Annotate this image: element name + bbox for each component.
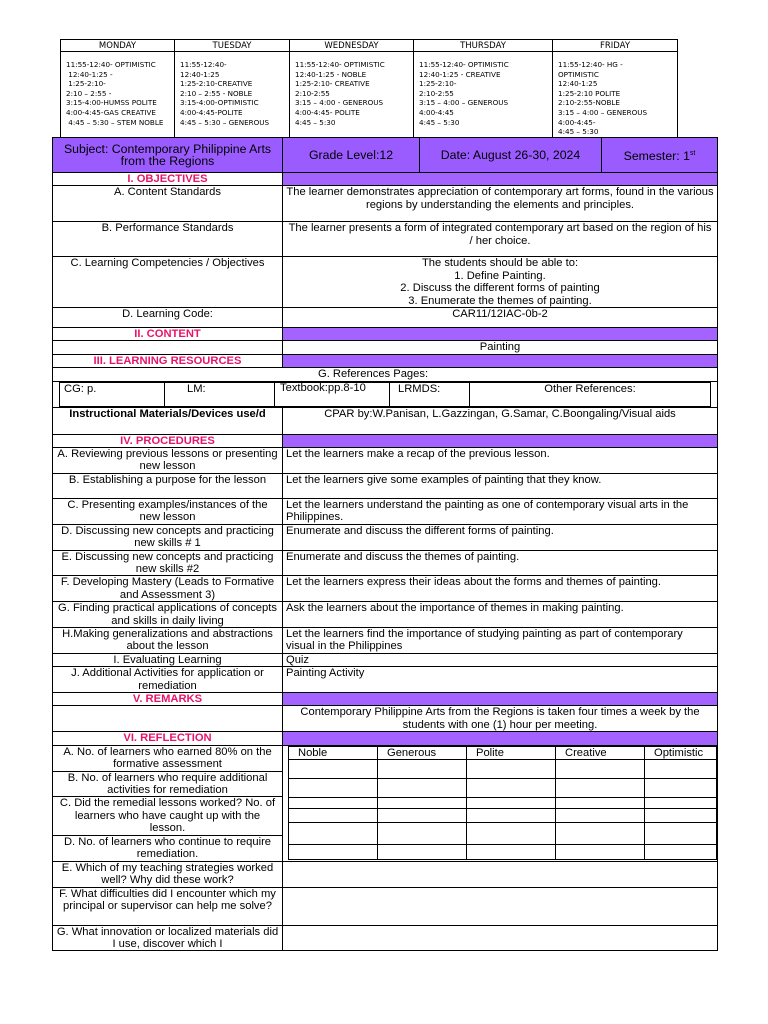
grid-cell <box>467 760 556 779</box>
lm-cell: LM: <box>165 382 275 406</box>
grid-cell <box>467 809 556 823</box>
reflection-bar <box>283 732 718 745</box>
reflection-label-c: C. Did the remedial lessons worked? No. of learners who have caught up with the lesson. <box>53 797 283 835</box>
schedule-tuesday: 11:55-12:40- 12:40-1:25 1:25-2:10-CREATIVE 2:10 – 2:55 - NOBLE 3:15-4:00-OPTIMISTIC 4:00-4:45-POLITE 4:45 – 5:30 – GENEROUS <box>175 52 290 138</box>
procedure-value-j: Painting Activity <box>283 667 718 693</box>
schedule-monday: 11:55-12:40- OPTIMISTIC 12:40-1:25 - 1:25-2:10- 2:10 – 2:55 - 3:15-4:00-HUMSS POLITE 4:00-4:45-GAS CREATIVE 4:45 – 5:30 – STEM NOBLE <box>61 52 175 138</box>
grid-cell <box>378 760 467 779</box>
instructional-materials-value: CPAR by:W.Panisan, L.Gazzingan, G.Samar, C.Boongaling/Visual aids <box>283 407 718 434</box>
learning-code-label: D. Learning Code: <box>53 308 283 328</box>
reflection-label-e: E. Which of my teaching strategies worked well? Why did these work? <box>53 861 283 887</box>
procedure-value-f: Let the learners express their ideas about the forms and themes of painting. <box>283 576 718 602</box>
content-bar <box>283 328 718 341</box>
section-optimistic: Optimistic <box>645 746 717 759</box>
grid-spacer <box>289 823 378 845</box>
grid-spacer <box>378 823 467 845</box>
reflection-sections-grid <box>288 746 717 860</box>
day-monday: MONDAY <box>61 40 175 52</box>
remarks-empty-label <box>53 706 283 732</box>
grid-cell <box>556 760 645 779</box>
reflection-value-e <box>283 861 718 887</box>
performance-standards-label: B. Performance Standards <box>53 222 283 257</box>
reflection-heading: VI. REFLECTION <box>53 732 283 745</box>
learning-competencies-value: The students should be able to: 1. Define Painting. 2. Discuss the different forms of painting 3. Enumerate the themes of painting. <box>283 257 718 308</box>
learning-resources-heading: III. LEARNING RESOURCES <box>53 354 283 367</box>
grid-cell <box>378 845 467 860</box>
class-schedule-table <box>60 39 678 138</box>
reflection-label-g: G. What innovation or localized materials did I use, discover which I <box>53 925 283 951</box>
procedure-label-d: D. Discussing new concepts and practicing new skills # 1 <box>53 524 283 550</box>
performance-standards-value: The learner presents a form of integrated contemporary art based on the region of his / her choice. <box>283 222 718 257</box>
reflection-value-g <box>283 925 718 951</box>
schedule-thursday: 11:55-12:40- OPTIMISTIC 12:40-1:25 - CREATIVE 1:25-2:10- 2:10-2:55 3:15 – 4:00 – GENEROUS 4:00-4:45 4:45 – 5:30 <box>414 52 553 138</box>
grid-cell <box>289 845 378 860</box>
procedure-label-h: H.Making generalizations and abstractions about the lesson <box>53 627 283 653</box>
references-row <box>53 381 718 407</box>
content-value: Painting <box>283 341 718 354</box>
procedure-label-j: J. Additional Activities for application or remediation <box>53 667 283 693</box>
procedure-label-e: E. Discussing new concepts and practicing new skills #2 <box>53 550 283 576</box>
section-generous: Generous <box>378 746 467 759</box>
procedure-label-b: B. Establishing a purpose for the lesson <box>53 473 283 498</box>
references-pages-label: G. References Pages: <box>53 368 718 381</box>
remarks-value: Contemporary Philippine Arts from the Regions is taken four times a week by the students with one (1) hour per meeting. <box>283 706 718 732</box>
procedure-label-a: A. Reviewing previous lessons or presenting new lesson <box>53 448 283 474</box>
remarks-heading: V. REMARKS <box>53 692 283 705</box>
procedure-label-c: C. Presenting examples/instances of the new lesson <box>53 498 283 524</box>
grid-cell <box>467 845 556 860</box>
reflection-label-a: A. No. of learners who earned 80% on the formative assessment <box>53 745 283 771</box>
grade-level-cell: Grade Level:12 <box>283 138 420 173</box>
content-heading: II. CONTENT <box>53 328 283 341</box>
grid-spacer <box>645 798 717 809</box>
grid-cell <box>289 760 378 779</box>
procedures-heading: IV. PROCEDURES <box>53 434 283 447</box>
grid-cell <box>645 845 717 860</box>
learning-code-value: CAR11/12IAC-0b-2 <box>283 308 718 328</box>
grid-cell <box>556 779 645 798</box>
procedure-value-d: Enumerate and discuss the different forms of painting. <box>283 524 718 550</box>
grid-cell <box>289 809 378 823</box>
daily-lesson-log-table <box>52 137 718 951</box>
grid-cell <box>378 779 467 798</box>
learning-competencies-label: C. Learning Competencies / Objectives <box>53 257 283 308</box>
grid-spacer <box>645 823 717 845</box>
content-standards-value: The learner demonstrates appreciation of contemporary art forms, found in the various regions by understanding the elements and principles. <box>283 186 718 222</box>
grid-cell <box>556 845 645 860</box>
grid-cell <box>378 809 467 823</box>
schedule-wednesday: 11:55-12:40- OPTIMISTIC 12:40-1:25 - NOBLE 1:25-2:10- CREATIVE 2:10-2:55 3:15 – 4:00 - GENEROUS 4:00-4:45- POLITE 4:45 – 5:30 <box>290 52 414 138</box>
day-wednesday: WEDNESDAY <box>290 40 414 52</box>
remarks-bar <box>283 692 718 705</box>
subject-cell: Subject: Contemporary Philippine Arts from the Regions <box>53 138 283 173</box>
objectives-heading: I. OBJECTIVES <box>53 173 283 186</box>
section-noble: Noble <box>289 746 378 759</box>
instructional-materials-label: Instructional Materials/Devices use/d <box>53 407 283 434</box>
procedure-label-i: I. Evaluating Learning <box>53 653 283 666</box>
grid-cell <box>645 760 717 779</box>
procedure-value-b: Let the learners give some examples of painting that they know. <box>283 473 718 498</box>
day-thursday: THURSDAY <box>414 40 553 52</box>
other-references-cell: Other References: <box>470 382 711 406</box>
procedure-value-c: Let the learners understand the painting as one of contemporary visual arts in the Philippines. <box>283 498 718 524</box>
grid-cell <box>289 779 378 798</box>
grid-cell <box>645 779 717 798</box>
references-table <box>59 382 711 407</box>
procedure-value-i: Quiz <box>283 653 718 666</box>
procedure-value-h: Let the learners find the importance of studying painting as part of contemporary visual in the Philippines <box>283 627 718 653</box>
reflection-label-f: F. What difficulties did I encounter which my principal or supervisor can help me solve? <box>53 887 283 925</box>
objectives-bar <box>283 173 718 186</box>
reflection-label-d: D. No. of learners who continue to require remediation. <box>53 835 283 861</box>
grid-spacer <box>556 823 645 845</box>
procedure-label-f: F. Developing Mastery (Leads to Formative and Assessment 3) <box>53 576 283 602</box>
grid-cell <box>645 809 717 823</box>
procedure-value-e: Enumerate and discuss the themes of painting. <box>283 550 718 576</box>
day-tuesday: TUESDAY <box>175 40 290 52</box>
procedure-value-g: Ask the learners about the importance of themes in making painting. <box>283 602 718 628</box>
grid-spacer <box>467 823 556 845</box>
grid-spacer <box>289 798 378 809</box>
grid-spacer <box>467 798 556 809</box>
reflection-sections-area <box>283 745 718 861</box>
semester-cell: Semester: 1st <box>602 138 718 173</box>
reflection-label-b: B. No. of learners who require additional activities for remediation <box>53 771 283 797</box>
grid-spacer <box>556 798 645 809</box>
day-friday: FRIDAY <box>553 40 678 52</box>
cg-cell: CG: p. <box>60 382 165 406</box>
content-empty-label <box>53 341 283 354</box>
procedure-value-a: Let the learners make a recap of the previous lesson. <box>283 448 718 474</box>
grid-cell <box>556 809 645 823</box>
grid-cell <box>467 779 556 798</box>
section-polite: Polite <box>467 746 556 759</box>
textbook-cell: Textbook:pp.8-10 <box>275 382 390 406</box>
procedures-bar <box>283 434 718 447</box>
grid-spacer <box>378 798 467 809</box>
procedure-label-g: G. Finding practical applications of concepts and skills in daily living <box>53 602 283 628</box>
reflection-value-f <box>283 887 718 925</box>
schedule-friday: 11:55-12:40- HG - OPTIMISTIC 12:40-1:25 1:25-2:10 POLITE 2:10-2:55-NOBLE 3:15 – 4:00 – GENEROUS 4:00-4:45- 4:45 – 5:30 <box>553 52 678 138</box>
section-creative: Creative <box>556 746 645 759</box>
content-standards-label: A. Content Standards <box>53 186 283 222</box>
learning-resources-bar <box>283 354 718 367</box>
lrmds-cell: LRMDS: <box>390 382 470 406</box>
date-cell: Date: August 26-30, 2024 <box>420 138 602 173</box>
